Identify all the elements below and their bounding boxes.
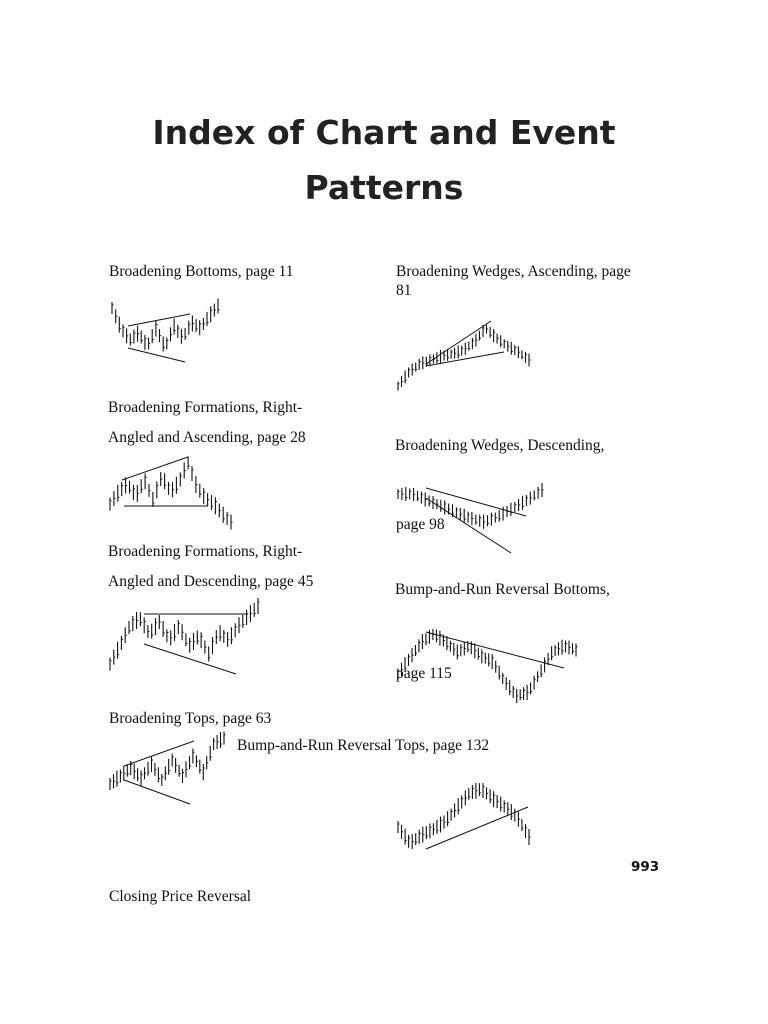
entry-bw-descending-line-1[interactable]: Broadening Wedges, Descending, xyxy=(395,437,605,454)
bf-descending-pattern-figure xyxy=(108,596,260,678)
broadening-tops-pattern-figure xyxy=(108,732,226,807)
entry-bf-descending-line-1[interactable]: Broadening Formations, Right- xyxy=(108,543,303,560)
entry-bump-run-tops[interactable]: Bump-and-Run Reversal Tops, page 132 xyxy=(237,737,490,754)
trend-line xyxy=(128,314,190,326)
entry-closing-price-reversal[interactable]: Closing Price Reversal xyxy=(109,888,252,905)
page-title xyxy=(0,105,768,215)
entry-broadening-tops[interactable]: Broadening Tops, page 63 xyxy=(109,710,272,727)
entry-bw-ascending-line-2[interactable]: 81 xyxy=(396,282,412,299)
bump-run-tops-pattern-figure xyxy=(396,777,531,852)
trend-line xyxy=(124,741,194,766)
entry-bf-descending-line-2[interactable]: Angled and Descending, page 45 xyxy=(108,573,314,590)
bump-run-tops-svg xyxy=(396,777,531,852)
entry-bf-ascending-line-2[interactable]: Angled and Ascending, page 28 xyxy=(108,429,306,446)
page-number: 993 xyxy=(631,859,660,875)
trend-line xyxy=(426,807,528,849)
entry-broadening-bottoms[interactable]: Broadening Bottoms, page 11 xyxy=(109,263,294,280)
page-title-line-1: Index of Chart and Event xyxy=(152,113,616,152)
bf-ascending-svg xyxy=(108,452,233,530)
bw-ascending-svg xyxy=(396,316,531,396)
entry-bump-run-bottoms-line-1[interactable]: Bump-and-Run Reversal Bottoms, xyxy=(395,581,610,598)
bf-ascending-pattern-figure xyxy=(108,452,233,530)
trend-line xyxy=(122,457,188,480)
page-title-line-2: Patterns xyxy=(304,168,464,207)
trend-line xyxy=(128,348,185,362)
broadening-bottoms-svg xyxy=(110,298,220,368)
entry-bw-descending-line-2[interactable]: page 98 xyxy=(396,516,445,533)
entry-bf-ascending-line-1[interactable]: Broadening Formations, Right- xyxy=(108,399,303,416)
entry-bw-ascending-line-1[interactable]: Broadening Wedges, Ascending, page xyxy=(396,263,631,280)
broadening-tops-svg xyxy=(108,732,226,807)
bf-descending-svg xyxy=(108,596,260,678)
trend-line xyxy=(124,780,190,804)
broadening-bottoms-pattern-figure xyxy=(110,298,220,368)
bw-ascending-pattern-figure xyxy=(396,316,531,396)
entry-bump-run-bottoms-line-2[interactable]: page 115 xyxy=(396,665,452,682)
